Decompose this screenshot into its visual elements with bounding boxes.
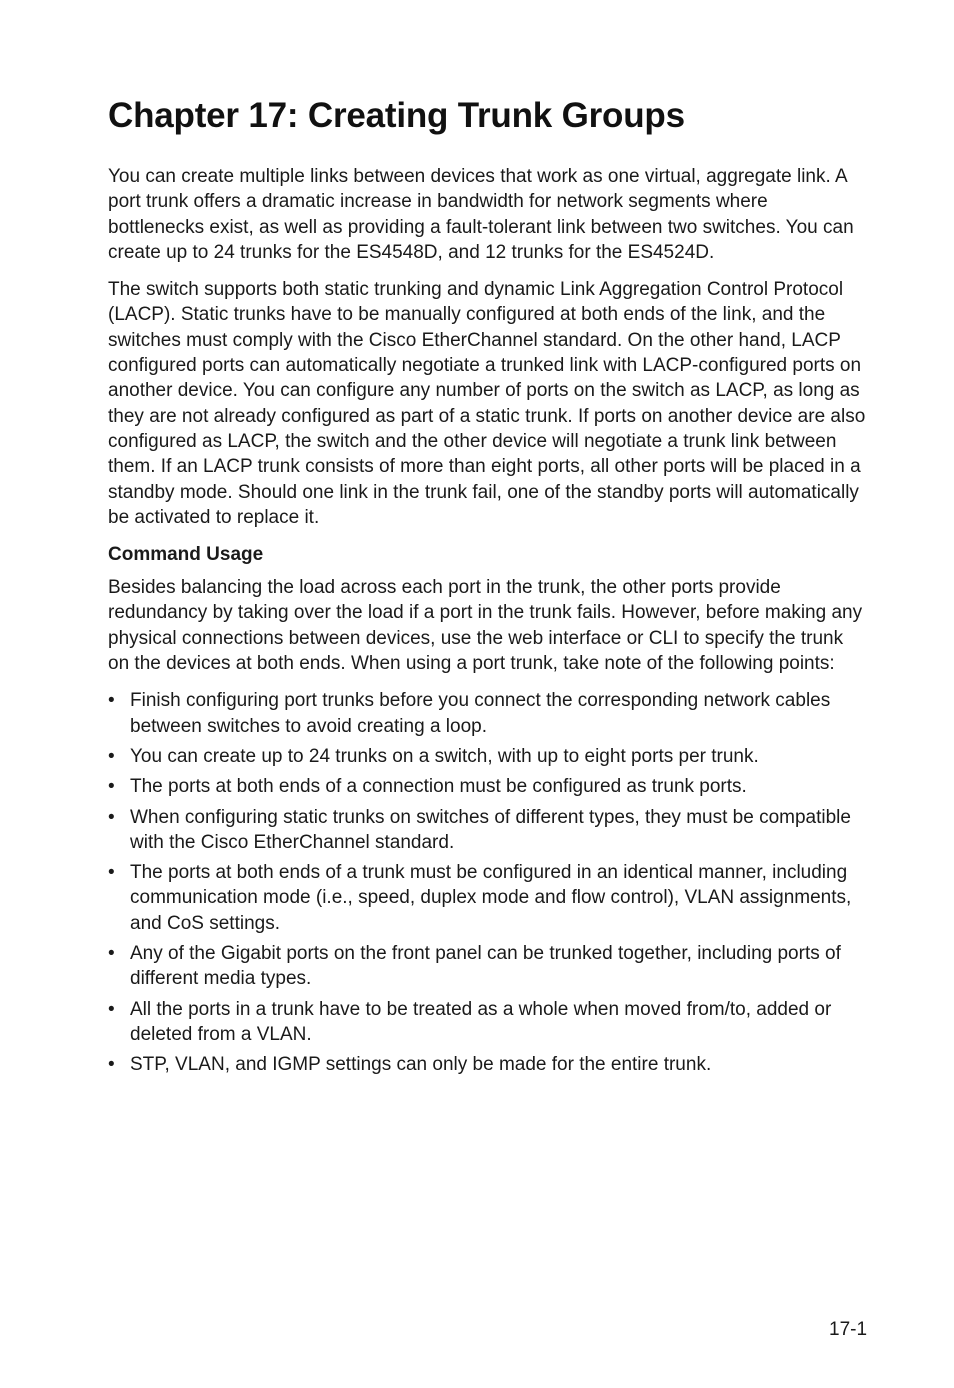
list-item — [108, 997, 868, 1048]
list-item — [108, 688, 868, 739]
list-item — [108, 941, 868, 992]
list-item-text: Any of the Gigabit ports on the front panel can be trunked together, including ports of different media types. — [130, 943, 841, 990]
chapter-title: Chapter 17: Creating Trunk Groups — [108, 96, 685, 135]
bullet-icon: • — [108, 690, 115, 712]
bullet-icon: • — [108, 776, 115, 798]
intro-paragraph: You can create multiple links between devices that work as one virtual, aggregate link. A port trunk offers a dramatic increase in bandwidth for network segments where bottlenecks exist, as well as providing a fault-tolerant link between two switches. You can create up to 24 trunks for the ES4548D, and 12 trunks for the ES4524D. — [108, 166, 854, 263]
command-usage-list — [108, 688, 868, 1077]
list-item-text: You can create up to 24 trunks on a switch, with up to eight ports per trunk. — [130, 745, 759, 767]
list-item-text: STP, VLAN, and IGMP settings can only be made for the entire trunk. — [130, 1054, 712, 1076]
list-item — [108, 805, 868, 856]
bullet-icon: • — [108, 1054, 115, 1076]
list-item — [108, 1052, 868, 1077]
bullet-icon: • — [108, 806, 115, 828]
bullet-icon: • — [108, 862, 115, 884]
bullet-icon: • — [108, 998, 115, 1020]
page-number: 17-1 — [829, 1319, 868, 1340]
command-usage-intro: Besides balancing the load across each port in the trunk, the other ports provide redundancy by taking over the load if a port in the trunk fails. However, before making any physical connections between devices, use the web interface or CLI to specify the trunk on the devices at both ends. When using a port trunk, take note of the following points: — [108, 577, 863, 675]
list-item — [108, 744, 868, 769]
list-item — [108, 860, 868, 936]
list-item — [108, 774, 868, 799]
list-item-text: All the ports in a trunk have to be treated as a whole when moved from/to, added or deleted from a VLAN. — [130, 998, 832, 1045]
command-usage-heading: Command Usage — [108, 544, 264, 566]
list-item-text: Finish configuring port trunks before you connect the corresponding network cables between switches to avoid creating a loop. — [130, 690, 831, 737]
list-item-text: The ports at both ends of a connection must be configured as trunk ports. — [130, 776, 747, 798]
bullet-icon: • — [108, 943, 115, 965]
lacp-paragraph: The switch supports both static trunking and dynamic Link Aggregation Control Protocol (LACP). Static trunks have to be manually configured at both ends of the link, and the switches must comply with the Cisco EtherChannel standard. On the other hand, LACP configured ports can automatically negotiate a trunked link with LACP-configured ports on another device. You can configure any number of ports on the switch as LACP, as long as they are not already configured as part of a static trunk. If ports on another device are also configured as LACP, the switch and the other device will negotiate a trunk link between them. If an LACP trunk consists of more than eight ports, all other ports will be placed in a standby mode. Should one link in the trunk fail, one of the standby ports will automatically be activated to replace it. — [108, 279, 866, 528]
list-item-text: The ports at both ends of a trunk must be configured in an identical manner, including communication mode (i.e., speed, duplex mode and flow control), VLAN assignments, and CoS settings. — [130, 862, 852, 934]
bullet-icon: • — [108, 745, 115, 767]
list-item-text: When configuring static trunks on switches of different types, they must be compatible with the Cisco EtherChannel standard. — [130, 806, 851, 853]
chapter-body — [108, 164, 868, 1083]
